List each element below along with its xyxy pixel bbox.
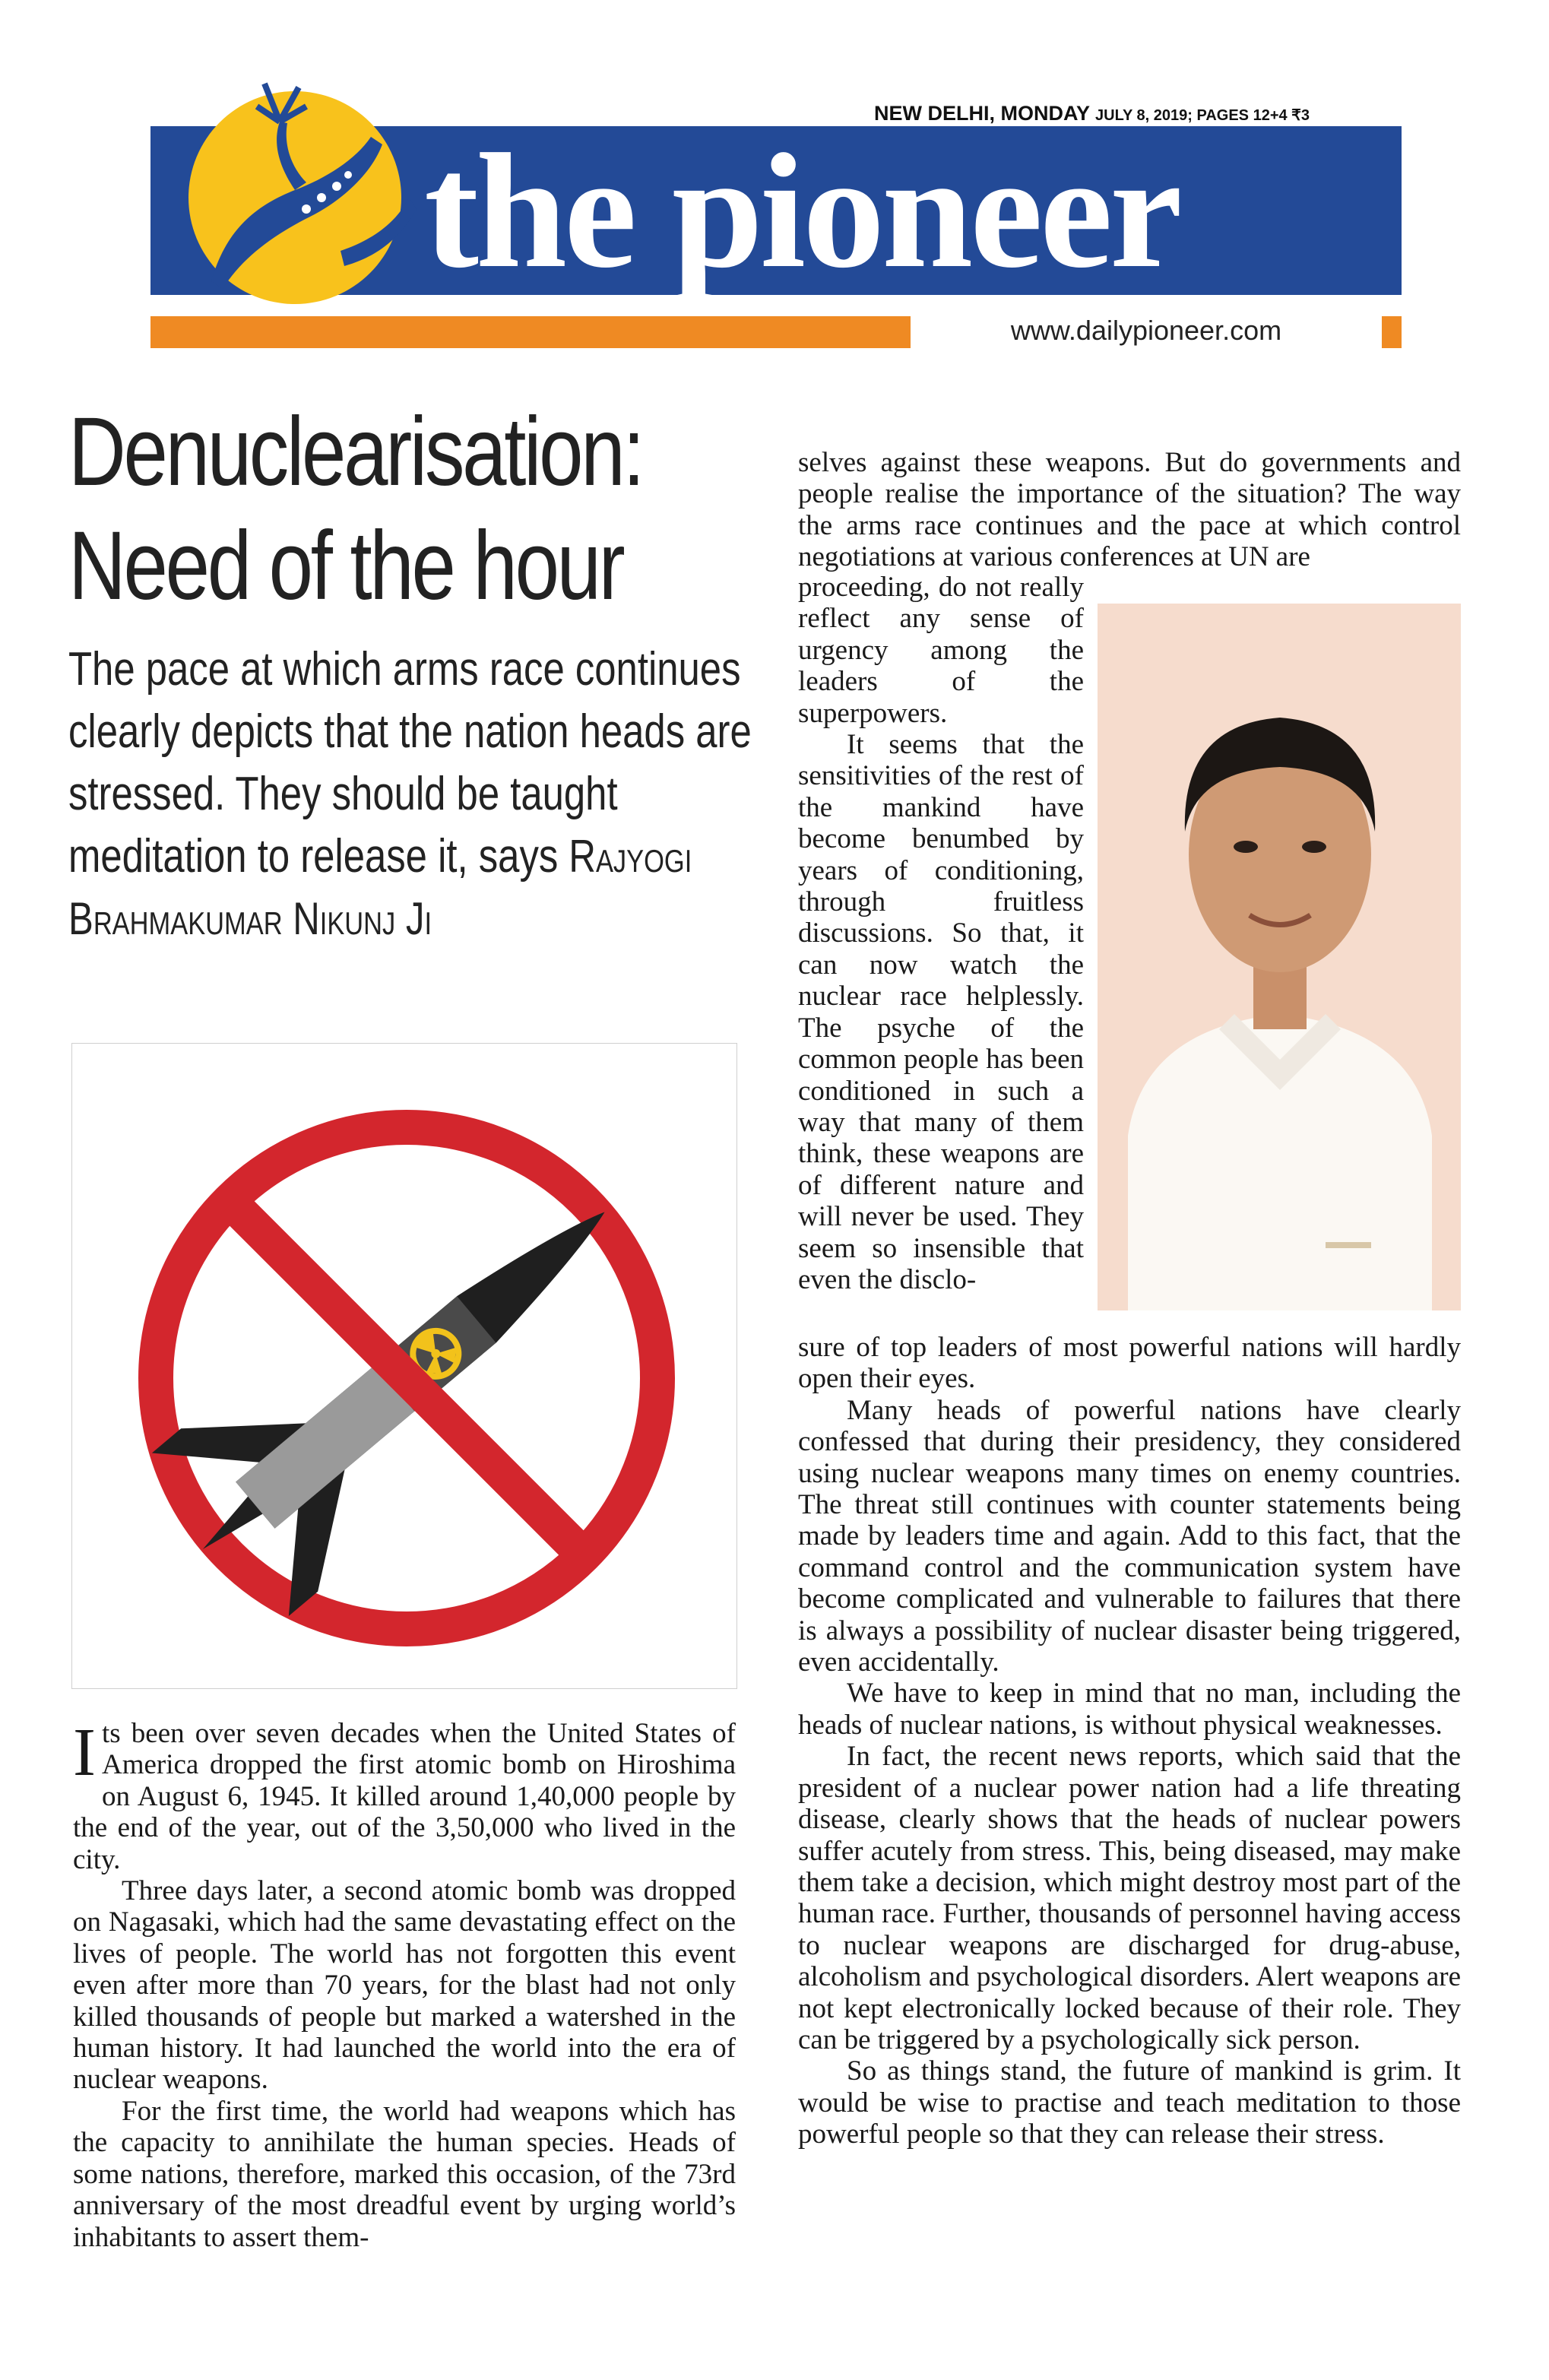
deck-text: The pace at which arms race continues clearly depicts that the nation heads are stressed. They should be taught meditation to release it, says bbox=[68, 643, 752, 883]
paragraph: Many heads of powerful nations have clearly confessed that during their presidency, they considered using nuclear weapons many times on enemy countries. The threat still continues with counter statements being made by leaders time and again. Add to this fact, that the command control and the communication system have become complicated and vulnerable to failures that there is always a possibility of nuclear disaster being triggered, even accidentally. bbox=[798, 1394, 1461, 1678]
paragraph: We have to keep in mind that no man, including the heads of nuclear nations, is without physical weaknesses. bbox=[798, 1678, 1461, 1741]
article-deck bbox=[68, 639, 779, 950]
dateline-city-day: NEW DELHI, MONDAY bbox=[874, 102, 1090, 125]
paragraph: So as things stand, the future of mankind is grim. It would be wise to practise and teach meditation to those powerful people so that they can release their stress. bbox=[798, 2055, 1461, 2150]
pioneer-deer-logo-icon bbox=[166, 53, 424, 312]
article-headline bbox=[68, 395, 643, 623]
drop-cap: I bbox=[73, 1715, 96, 1790]
article-column-right-bottom bbox=[798, 1332, 1461, 2150]
paragraph: sure of top leaders of most powerful nations will hardly open their eyes. bbox=[798, 1332, 1461, 1395]
paragraph: In fact, the recent news reports, which said that the president of a nuclear power nation had a life threating disease, clearly shows that the heads of nuclear powers suffer acutely from stress. This, being diseased, may make them take a decision, which might destroy most part of the human race. Further, thousands of personnel having access to nuclear weapons are discharged for drug-abuse, alcoholism and psychological disorders. Alert weapons are not kept electronically locked because of their role. They can be triggered by a psychologically sick person. bbox=[798, 1741, 1461, 2055]
article-column-right-top bbox=[798, 447, 1461, 573]
masthead-title: the pioneer bbox=[424, 120, 1180, 302]
masthead bbox=[150, 53, 1402, 350]
paragraph: For the first time, the world had weapons which has the capacity to annihilate the human species. Heads of some nations, therefore, marked this occasion, of the 73rd anniversary of the most dreadful event by urging world’s inhabitants to assert them- bbox=[73, 2095, 736, 2253]
paragraph: It seems that the sensitivities of the rest of the mankind have become benumbed by years of conditioning, through fruitless discussions. So that, it can now watch the nuclear race helplessly. The psyche of the common people has been conditioned in such a way that many of them think, these weapons are of different nature and will never be used. They seem so insensible that even the disclo- bbox=[798, 729, 1084, 1295]
article-column-right-narrow bbox=[798, 572, 1084, 1295]
paragraph: Three days later, a second atomic bomb was dropped on Nagasaki, which had the same devastating effect on the lives of people. The world has not forgotten this event even after more than 70 years, for the blast had not only killed thousands of people but marked a watershed in the human history. It had launched the world into the era of nuclear weapons. bbox=[73, 1875, 736, 2096]
dateline-date: JULY 8, 2019; PAGES 12+4 ₹3 bbox=[1095, 107, 1310, 124]
paragraph: Its been over seven decades when the United States of America dropped the first atomic bomb on Hiroshima on August 6, 1945. It killed around 1,40,000 people by the end of the year, out of the 3,50,000 who lived in the city. bbox=[73, 1715, 736, 1875]
masthead-url[interactable]: www.dailypioneer.com bbox=[911, 313, 1382, 348]
paragraph: selves against these weapons. But do governments and people realise the importance of the situation? The way the arms race continues and the pace at which control negotiations at various conferences at UN are bbox=[798, 447, 1461, 573]
author-byline: Rajyogi Brahmakumar Nikunj Ji bbox=[68, 831, 692, 944]
author-photo-icon bbox=[1098, 604, 1461, 1310]
headline-line-2: Need of the hour bbox=[68, 512, 623, 620]
author-portrait bbox=[1098, 604, 1461, 1310]
headline-line-1: Denuclearisation: bbox=[68, 398, 643, 506]
article-column-left bbox=[73, 1715, 736, 2253]
paragraph: proceeding, do not really reflect any sense of urgency among the leaders of the superpowers. bbox=[798, 572, 1084, 729]
no-nuclear-missile-icon bbox=[72, 1044, 736, 1688]
article-illustration bbox=[71, 1043, 737, 1689]
